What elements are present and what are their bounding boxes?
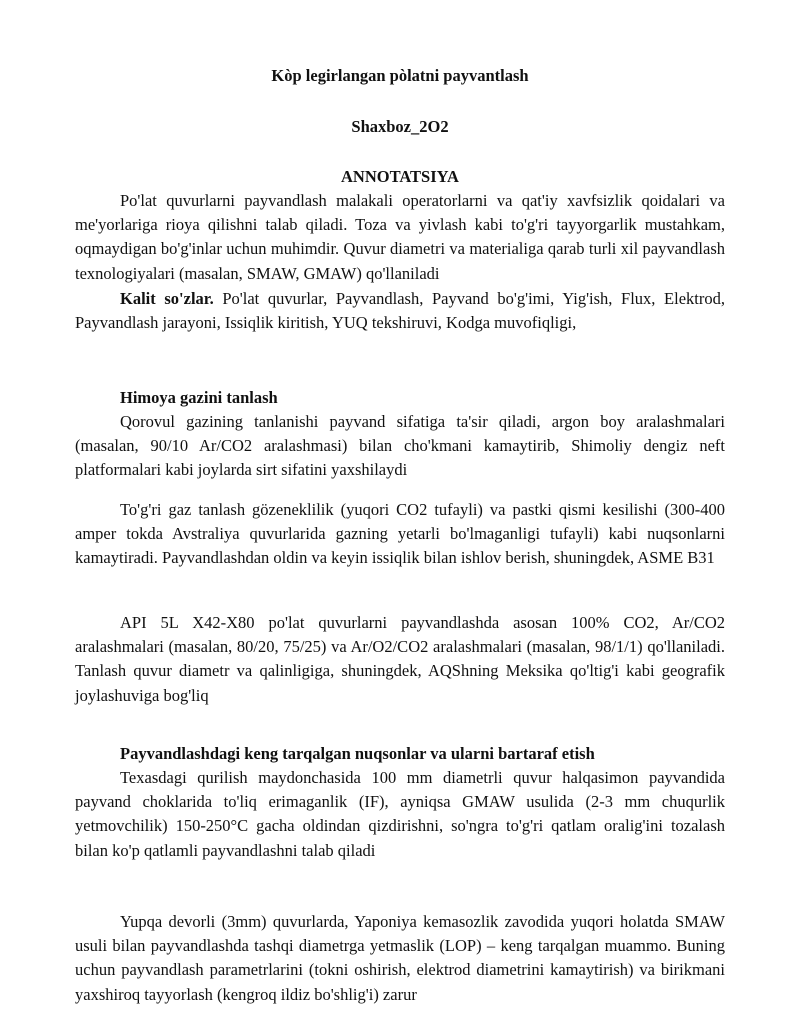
section1-paragraph-3: API 5L X42-X80 po'lat quvurlarni payvandlashda asosan 100% CO2, Ar/CO2 aralashmalari (masalan, 80/20, 75/25) va Ar/O2/CO2 aralashmalari (masalan, 98/1/1) qo'llaniladi. Tanlash quvur diametr va qalinligiga, shuningdek, AQShning Meksika qo'ltig'i kabi geografik joylashuviga bog'liq <box>75 613 725 705</box>
annotation-heading: ANNOTATSIYA <box>341 167 459 186</box>
section2-paragraph-2: Yupqa devorli (3mm) quvurlarda, Yaponiya kemasozlik zavodida yuqori holatda SMAW usuli bilan payvandlashda tashqi diametrga yetmaslik (LOP) – keng tarqalgan muammo. Buning uchun payvandlash parametrlarini (tokni oshirish, elektrod diametrini kamaytirish) va birikmani yaxshiroq tayyorlash (kengroq ildiz bo'shlig'i) zarur <box>75 912 725 1004</box>
section2-paragraph-1: Texasdagi qurilish maydonchasida 100 mm diametrli quvur halqasimon payvandida payvand choklarida to'liq erimaganlik (IF), ayniqsa GMAW usulida (2-3 mm chuqurlik yetmovchilik) 150-250°C gacha oldindan qizdirishni, so'ngra to'g'ri qatlam oralig'ini tozalash bilan ko'p qatlamli payvandlashni talab qiladi <box>75 768 725 860</box>
document-title: Kòp legirlangan pòlatni payvantlash <box>271 66 529 85</box>
section1-paragraph-2: To'g'ri gaz tanlash gözeneklilik (yuqori CO2 tufayli) va pastki qismi kesilishi (300-400 amper tokda Avstraliya quvurlarida gazning yetarli bo'lmaganligi tufayli) kabi nuqsonlarni kamaytiradi. Payvandlashdan oldin va keyin issiqlik bilan ishlov berish, shuningdek, ASME B31 <box>75 500 725 568</box>
annotation-paragraph: Po'lat quvurlarni payvandlash malakali operatorlarni va qat'iy xavfsizlik qoidalari va me'yorlariga rioya qilishni talab qiladi. Toza va yivlash kabi to'g'ri tayyorgarlik mustahkam, oqmaydigan bo'g'inlar uchun muhimdir. Quvur diametri va materialiga qarab turli xil payvandlash texnologiyalari (masalan, SMAW, GMAW) qo'llaniladi <box>75 191 725 283</box>
keywords-text: Po'lat quvurlar, Payvandlash, Payvand bo'g'imi, Yig'ish, Flux, Elektrod, Payvandlash jarayoni, Issiqlik kiritish, YUQ tekshiruvi, Kodga muvofiqligi, <box>75 289 725 333</box>
section-heading-defects: Payvandlashdagi keng tarqalgan nuqsonlar va ularni bartaraf etish <box>120 744 595 763</box>
section1-paragraph-1: Qorovul gazining tanlanishi payvand sifatiga ta'sir qiladi, argon boy aralashmalari (masalan, 90/10 Ar/CO2 aralashmasi) bilan cho'kmani kamaytirib, Shimoliy dengiz neft platformalari kabi joylarda sirt sifatini yaxshilaydi <box>75 412 725 480</box>
document-author: Shaxboz_2O2 <box>351 117 449 136</box>
keywords-paragraph <box>75 287 725 335</box>
section-heading-shielding-gas: Himoya gazini tanlash <box>120 388 278 407</box>
keywords-label: Kalit so'zlar. <box>120 289 214 308</box>
